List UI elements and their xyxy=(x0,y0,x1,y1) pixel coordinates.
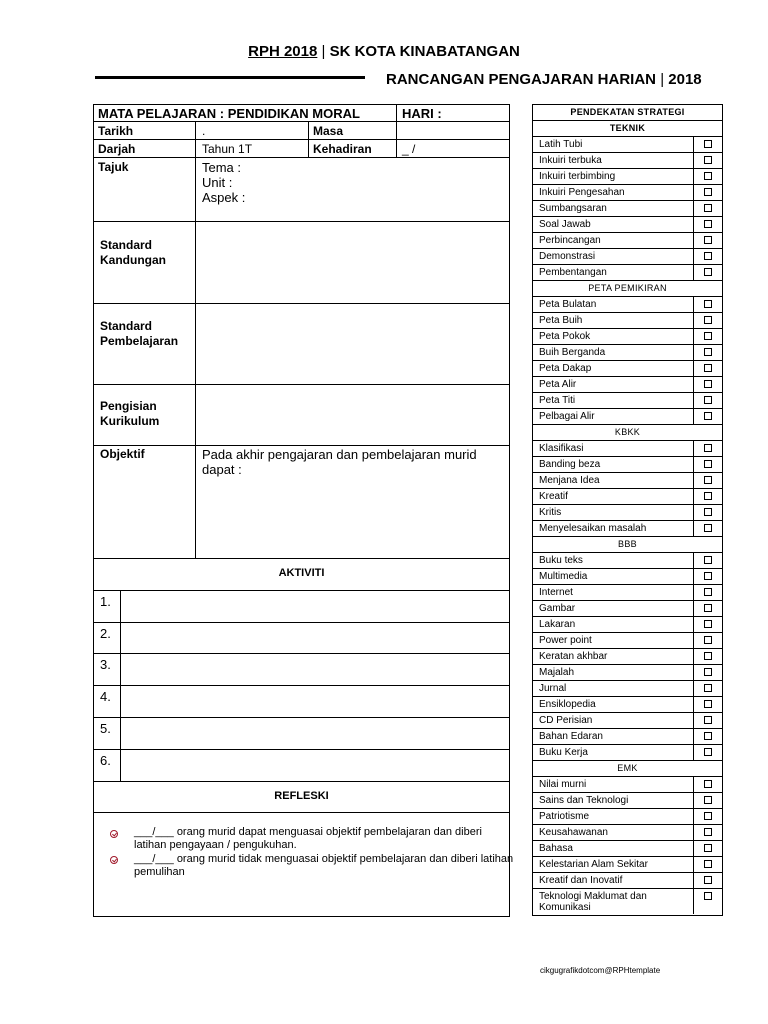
activity-number-1: 1. xyxy=(100,594,111,609)
checkbox-icon[interactable] xyxy=(704,588,712,596)
header-plan-title: RANCANGAN PENGAJARAN HARIAN xyxy=(386,71,657,88)
checkbox-cell xyxy=(693,393,724,408)
strategy-label: Peta Dakap xyxy=(539,363,592,374)
check-bullet-icon xyxy=(110,830,118,838)
strategy-table xyxy=(532,104,723,916)
strategy-label: Pembentangan xyxy=(539,267,607,278)
strategy-label: Sains dan Teknologi xyxy=(539,795,629,806)
checkbox-icon[interactable] xyxy=(704,300,712,308)
strategy-label: Menyelesaikan masalah xyxy=(539,523,647,534)
checkbox-cell xyxy=(693,345,724,360)
strategy-label: Menjana Idea xyxy=(539,475,600,486)
strategy-label: Ensiklopedia xyxy=(539,699,596,710)
checkbox-cell xyxy=(693,857,724,872)
strategy-row xyxy=(533,713,722,729)
section-heading: PETA PEMIKIRAN xyxy=(533,281,722,297)
checkbox-cell xyxy=(693,153,724,168)
curriculum-label-2: Kurikulum xyxy=(100,414,160,428)
header-line-2 xyxy=(386,71,702,88)
strategy-row xyxy=(533,873,722,889)
checkbox-cell xyxy=(693,697,724,712)
checkbox-cell xyxy=(693,873,724,888)
strategy-label: Peta Alir xyxy=(539,379,577,390)
date-value[interactable]: . xyxy=(202,124,206,138)
content-standard-label-2: Kandungan xyxy=(100,253,166,267)
checkbox-icon[interactable] xyxy=(704,668,712,676)
checkbox-cell xyxy=(693,489,724,504)
strategy-row xyxy=(533,553,722,569)
checkbox-icon[interactable] xyxy=(704,380,712,388)
attendance-label: Kehadiran xyxy=(313,142,372,156)
checkbox-icon[interactable] xyxy=(704,700,712,708)
strategy-label: Kritis xyxy=(539,507,562,518)
strategy-row xyxy=(533,137,722,153)
checkbox-icon[interactable] xyxy=(704,524,712,532)
strategy-label: Bahan Edaran xyxy=(539,731,603,742)
strategy-label: Inkuiri terbuka xyxy=(539,155,602,166)
strategy-row xyxy=(533,217,722,233)
strategy-label: Teknologi Maklumat dan Komunikasi xyxy=(539,891,647,913)
strategy-label: Banding beza xyxy=(539,459,601,470)
checkbox-icon[interactable] xyxy=(704,332,712,340)
strategy-row xyxy=(533,361,722,377)
checkbox-icon[interactable] xyxy=(704,652,712,660)
strategy-row xyxy=(533,185,722,201)
header-separator: | xyxy=(321,43,326,60)
checkbox-cell xyxy=(693,473,724,488)
checkbox-icon[interactable] xyxy=(704,444,712,452)
strategy-row xyxy=(533,201,722,217)
strategy-label: Kreatif dan Inovatif xyxy=(539,875,623,886)
learning-standard-label-2: Pembelajaran xyxy=(100,334,179,348)
checkbox-cell xyxy=(693,297,724,312)
section-heading: TEKNIK xyxy=(533,121,722,137)
checkbox-cell xyxy=(693,377,724,392)
checkbox-cell xyxy=(693,889,724,914)
strategy-label: Keratan akhbar xyxy=(539,651,608,662)
strategy-row xyxy=(533,297,722,313)
checkbox-cell xyxy=(693,713,724,728)
checkbox-icon[interactable] xyxy=(704,492,712,500)
strategy-table-title: PENDEKATAN STRATEGI xyxy=(533,105,722,121)
strategy-row xyxy=(533,457,722,473)
strategy-row xyxy=(533,265,722,281)
checkbox-icon[interactable] xyxy=(704,188,712,196)
theme-field[interactable]: Tema : xyxy=(202,160,242,175)
activity-number-3: 3. xyxy=(100,657,111,672)
strategy-row xyxy=(533,601,722,617)
reflection-item-1[interactable]: ___/___ orang murid dapat menguasai objektif pembelajaran dan diberi latihan pengayaan / pengukuhan. xyxy=(134,826,482,851)
checkbox-cell xyxy=(693,313,724,328)
strategy-label: Peta Titi xyxy=(539,395,576,406)
section-heading: BBB xyxy=(533,537,722,553)
checkbox-cell xyxy=(693,441,724,456)
lesson-plan-form xyxy=(93,104,514,917)
checkbox-icon[interactable] xyxy=(704,748,712,756)
section-heading: KBKK xyxy=(533,425,722,441)
activity-number-6: 6. xyxy=(100,753,111,768)
strategy-label: Buih Berganda xyxy=(539,347,606,358)
checkbox-cell xyxy=(693,457,724,472)
strategy-label: Soal Jawab xyxy=(539,219,591,230)
objective-label: Objektif xyxy=(100,447,145,461)
checkbox-icon[interactable] xyxy=(704,396,712,404)
checkbox-cell xyxy=(693,505,724,520)
checkbox-cell xyxy=(693,681,724,696)
strategy-label: CD Perisian xyxy=(539,715,593,726)
checkbox-icon[interactable] xyxy=(704,508,712,516)
checkbox-cell xyxy=(693,809,724,824)
strategy-row xyxy=(533,681,722,697)
strategy-row xyxy=(533,409,722,425)
strategy-label: Buku teks xyxy=(539,555,583,566)
strategy-row xyxy=(533,793,722,809)
checkbox-cell xyxy=(693,729,724,744)
strategy-label: Keusahawanan xyxy=(539,827,608,838)
header-rule xyxy=(95,76,365,79)
strategy-label: Sumbangsaran xyxy=(539,203,607,214)
checkbox-icon[interactable] xyxy=(704,348,712,356)
strategy-row xyxy=(533,617,722,633)
checkbox-icon[interactable] xyxy=(704,140,712,148)
checkbox-cell xyxy=(693,185,724,200)
header-separator-2: | xyxy=(660,71,665,88)
strategy-row xyxy=(533,633,722,649)
curriculum-label-1: Pengisian xyxy=(100,399,157,413)
header-rph-year: RPH 2018 xyxy=(248,43,318,60)
checkbox-cell xyxy=(693,633,724,648)
checkbox-cell xyxy=(693,249,724,264)
checkbox-cell xyxy=(693,137,724,152)
checkbox-cell xyxy=(693,553,724,568)
strategy-row xyxy=(533,345,722,361)
checkbox-icon[interactable] xyxy=(704,316,712,324)
strategy-label: Inkuiri terbimbing xyxy=(539,171,616,182)
activity-number-4: 4. xyxy=(100,689,111,704)
strategy-row xyxy=(533,697,722,713)
strategy-label: Gambar xyxy=(539,603,576,614)
checkbox-cell xyxy=(693,745,724,760)
checkbox-icon[interactable] xyxy=(704,572,712,580)
strategy-row xyxy=(533,313,722,329)
strategy-label: Buku Kerja xyxy=(539,747,588,758)
objective-text[interactable]: Pada akhir pengajaran dan pembelajaran murid dapat : xyxy=(202,447,477,477)
checkbox-icon[interactable] xyxy=(704,636,712,644)
strategy-label: Demonstrasi xyxy=(539,251,596,262)
checkbox-icon[interactable] xyxy=(704,460,712,468)
strategy-row xyxy=(533,393,722,409)
strategy-row xyxy=(533,825,722,841)
strategy-row xyxy=(533,745,722,761)
day-label: HARI : xyxy=(402,106,442,121)
checkbox-icon[interactable] xyxy=(704,732,712,740)
checkbox-cell xyxy=(693,601,724,616)
activity-number-5: 5. xyxy=(100,721,111,736)
strategy-label: Pelbagai Alir xyxy=(539,411,595,422)
strategy-row xyxy=(533,665,722,681)
strategy-label: Nilai murni xyxy=(539,779,587,790)
strategy-label: Jurnal xyxy=(539,683,567,694)
checkbox-cell xyxy=(693,409,724,424)
checkbox-icon[interactable] xyxy=(704,684,712,692)
header-line-1 xyxy=(0,43,768,60)
checkbox-cell xyxy=(693,665,724,680)
checkbox-cell xyxy=(693,361,724,376)
strategy-row xyxy=(533,233,722,249)
aspect-field[interactable]: Aspek : xyxy=(202,190,246,205)
checkbox-cell xyxy=(693,777,724,792)
checkbox-icon[interactable] xyxy=(704,812,712,820)
checkbox-cell xyxy=(693,521,724,536)
activities-heading: AKTIVITI xyxy=(278,567,325,579)
strategy-label: Bahasa xyxy=(539,843,573,854)
strategy-label: Multimedia xyxy=(539,571,588,582)
attendance-value[interactable]: _ / xyxy=(402,142,416,156)
checkbox-icon[interactable] xyxy=(704,220,712,228)
checkbox-icon[interactable] xyxy=(704,604,712,612)
checkbox-icon[interactable] xyxy=(704,252,712,260)
checkbox-cell xyxy=(693,217,724,232)
checkbox-icon[interactable] xyxy=(704,204,712,212)
strategy-row xyxy=(533,569,722,585)
checkbox-cell xyxy=(693,793,724,808)
checkbox-cell xyxy=(693,265,724,280)
checkbox-icon[interactable] xyxy=(704,716,712,724)
learning-standard-label-1: Standard xyxy=(100,319,153,333)
checkbox-icon[interactable] xyxy=(704,892,712,900)
strategy-row xyxy=(533,729,722,745)
content-standard-label-1: Standard xyxy=(100,238,153,252)
checkbox-cell xyxy=(693,841,724,856)
checkbox-icon[interactable] xyxy=(704,780,712,788)
checkbox-cell xyxy=(693,585,724,600)
strategy-label: Lakaran xyxy=(539,619,576,630)
topic-label: Tajuk xyxy=(98,160,129,174)
reflection-heading: REFLESKI xyxy=(274,790,329,802)
strategy-row xyxy=(533,841,722,857)
header-plan-year: 2018 xyxy=(668,71,702,88)
checkbox-cell xyxy=(693,233,724,248)
strategy-label: Latih Tubi xyxy=(539,139,583,150)
class-value[interactable]: Tahun 1T xyxy=(202,142,253,156)
strategy-label: Peta Bulatan xyxy=(539,299,597,310)
strategy-row xyxy=(533,441,722,457)
unit-field[interactable]: Unit : xyxy=(202,175,233,190)
strategy-row xyxy=(533,521,722,537)
checkbox-icon[interactable] xyxy=(704,556,712,564)
checkbox-icon[interactable] xyxy=(704,476,712,484)
strategy-row xyxy=(533,585,722,601)
subject-label: MATA PELAJARAN : PENDIDIKAN MORAL xyxy=(98,106,360,121)
strategy-label: Inkuiri Pengesahan xyxy=(539,187,625,198)
checkbox-cell xyxy=(693,569,724,584)
strategy-row xyxy=(533,505,722,521)
strategy-row xyxy=(533,169,722,185)
date-label: Tarikh xyxy=(98,124,134,138)
strategy-label: Perbincangan xyxy=(539,235,601,246)
checkbox-icon[interactable] xyxy=(704,860,712,868)
checkbox-icon[interactable] xyxy=(704,620,712,628)
time-label: Masa xyxy=(313,124,344,138)
checkbox-cell xyxy=(693,617,724,632)
strategy-label: Internet xyxy=(539,587,573,598)
reflection-item-2[interactable]: ___/___ orang murid tidak menguasai objektif pembelajaran dan diberi latihan pemulihan xyxy=(134,853,514,878)
section-heading: EMK xyxy=(533,761,722,777)
class-label: Darjah xyxy=(98,142,136,156)
checkbox-icon[interactable] xyxy=(704,172,712,180)
strategy-row xyxy=(533,153,722,169)
strategy-row xyxy=(533,809,722,825)
checkbox-cell xyxy=(693,649,724,664)
strategy-label: Kreatif xyxy=(539,491,568,502)
checkbox-icon[interactable] xyxy=(704,412,712,420)
strategy-row xyxy=(533,649,722,665)
strategy-row xyxy=(533,473,722,489)
checkbox-cell xyxy=(693,329,724,344)
checkbox-cell xyxy=(693,201,724,216)
checkbox-icon[interactable] xyxy=(704,156,712,164)
checkbox-cell xyxy=(693,825,724,840)
strategy-label: Kelestarian Alam Sekitar xyxy=(539,859,648,870)
checkbox-icon[interactable] xyxy=(704,844,712,852)
strategy-label: Majalah xyxy=(539,667,575,678)
checkbox-icon[interactable] xyxy=(704,876,712,884)
strategy-label: Peta Buih xyxy=(539,315,583,326)
strategy-row xyxy=(533,889,722,915)
footer-credit: cikgugrafikdotcom@RPHtemplate xyxy=(540,966,661,975)
checkbox-icon[interactable] xyxy=(704,236,712,244)
strategy-row xyxy=(533,329,722,345)
strategy-row xyxy=(533,377,722,393)
strategy-label: Klasifikasi xyxy=(539,443,584,454)
checkbox-icon[interactable] xyxy=(704,268,712,276)
strategy-label: Peta Pokok xyxy=(539,331,591,342)
checkbox-icon[interactable] xyxy=(704,364,712,372)
strategy-row xyxy=(533,249,722,265)
checkbox-icon[interactable] xyxy=(704,828,712,836)
strategy-label: Power point xyxy=(539,635,592,646)
strategy-row xyxy=(533,489,722,505)
header-school-name: SK KOTA KINABATANGAN xyxy=(329,43,520,60)
strategy-row xyxy=(533,857,722,873)
check-bullet-icon xyxy=(110,856,118,864)
checkbox-cell xyxy=(693,169,724,184)
strategy-label: Patriotisme xyxy=(539,811,590,822)
activity-number-2: 2. xyxy=(100,626,111,641)
strategy-row xyxy=(533,777,722,793)
checkbox-icon[interactable] xyxy=(704,796,712,804)
